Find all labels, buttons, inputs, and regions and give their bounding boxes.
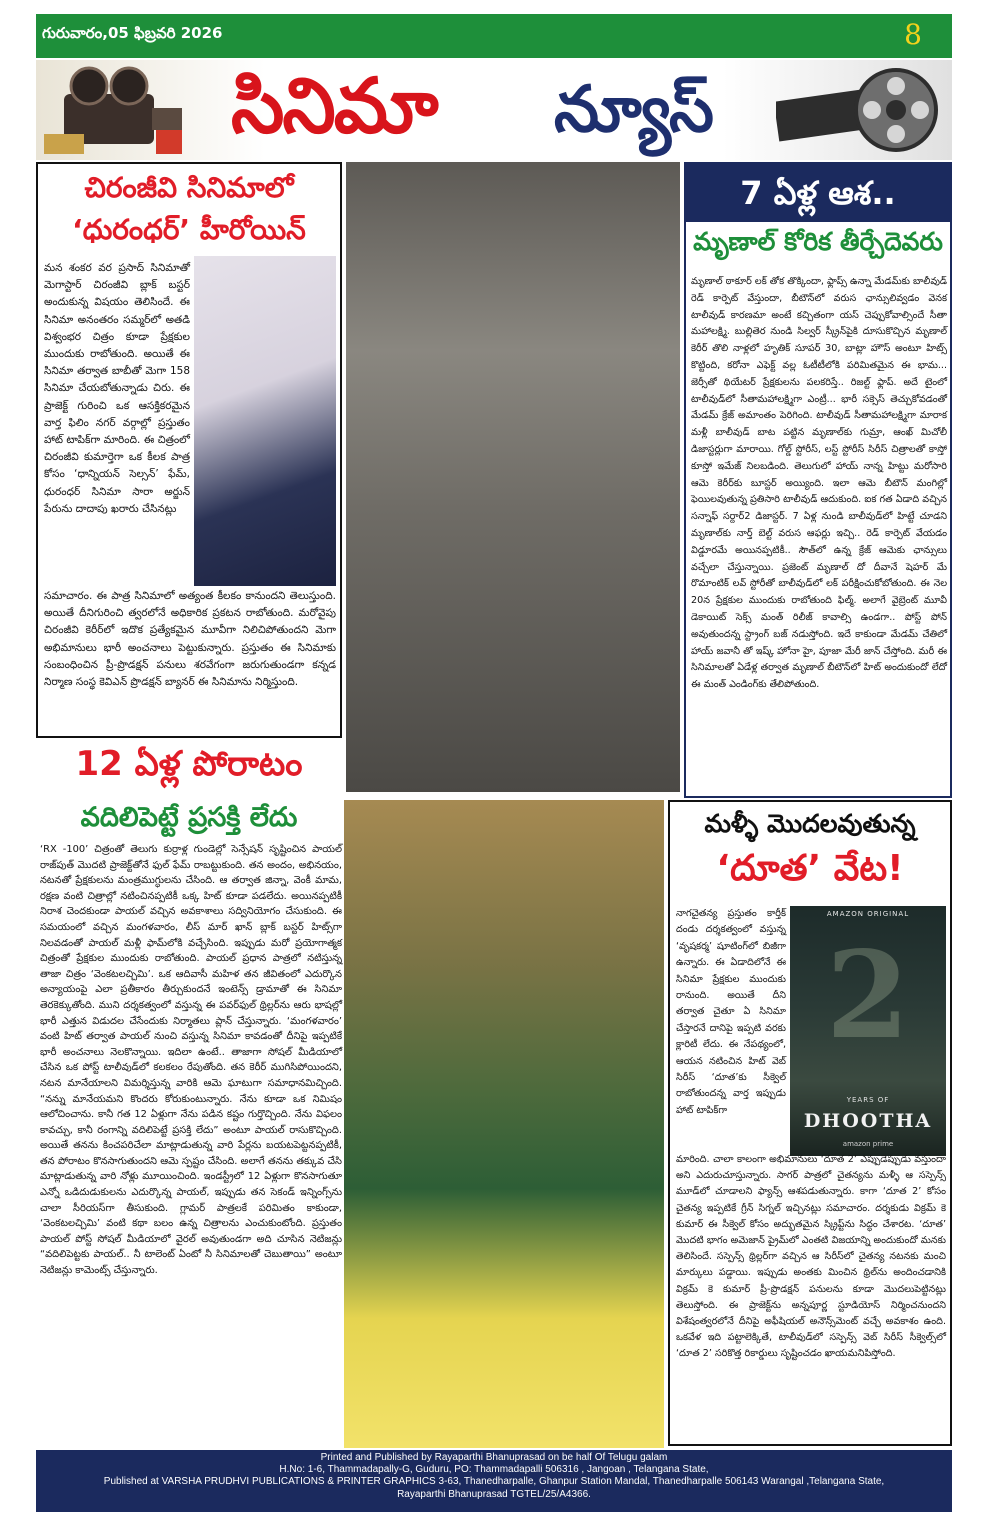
story-chiranjeevi — [36, 162, 342, 738]
mrunal-photo — [346, 162, 680, 792]
story1-headline-line2: ‘ధురంధర్’ హీరోయిన్ — [72, 213, 306, 246]
poster-title: DHOOTHA — [803, 1110, 933, 1132]
dhootha-poster — [790, 906, 946, 1156]
story-dhootha — [668, 800, 952, 1446]
story3-body: ‘RX -100’ చిత్రంతో తెలుగు కుర్రాళ్ల గుండెల్లో సెన్సేషన్ సృష్టించిన పాయల్ రాజ్‌పుత్ మొదటి ప్రాజెక్ట్‌తోనే ఫుల్ ఫేమ్ రాబట్టుకుంది. తన అందం, అభినయం, నటనతో ప్రేక్షకులను మంత్రముగ్ధులను చేసింది. ఆ తర్వాత జిన్నా, వెంకీ మామ, రక్షణ వంటి చిత్రాల్లో నటించినప్పటికీ ఒక్క హిట్ కూడా పడలేదు. అయినప్పటికీ నిరాశ చెందకుండా పాయల్ వచ్చిన అవకాశాలు సద్వినియోగం చేసుకుంది. ఈ సమయంలో వచ్చిన మంగళవారం, లీస్ మార్ ఖాన్ బ్లాక్ బస్టర్ హిట్స్‌గా నిలవడంతో పాయల్ మళ్లీ ఫామ్‌లోకి వచ్చేసింది. ఇప్పుడు మరో ప్రయోగాత్మక చిత్రంతో ప్రేక్షకుల ముందుకు రాబోతుంది. పాయల్ ప్రధాన పాత్రలో నటిస్తున్న తాజా చిత్రం ‘వెంకటలచ్చిమి’. ఒక ఆదివాసీ మహిళ తన జీవితంలో ఎదుర్కొన అన్యాయంపై ఎలా ప్రతీకారం తీర్చుకుందనే ఇంటెన్స్ డ్రామాతో ఈ సినిమా తెరకెక్కుతోంది. ముని దర్శకత్వంలో వస్తున్న ఈ పవర్‌ఫుల్ థ్రిల్లర్‌ను ఆరు భాషల్లో భారీ ఎత్తున విడుదల చేసేందుకు నిర్మాతలు ప్లాన్ చేస్తున్నారు. ‘మంగళవారం’ వంటి హిట్ తర్వాత పాయల్ నుంచి వస్తున్న సినిమా కావడంతో దీనిపై ఇప్పటికే భారీ అంచనాలు నెలకొన్నాయి. ఇదిలా ఉంటే.. తాజాగా సోషల్ మీడియాలో చేసిన ఒక పోస్ట్ టాలీవుడ్‌లో కలకలం రేపుతోంది. తన కెరీర్ ముగిసిపోయిందని, నటన మానేయాలని విమర్శిస్తున్న వారికి ఆమె ఘాటుగా సమాధానమిచ్చింది. “నన్ను మానేయమని కొందరు కోరుకుంటున్నారు. నేను కూడా ఒక నిమిషం ఆలోచించాను. కానీ గత 12 ఏళ్లుగా నేను పడిన కష్టం గుర్తొచ్చింది. నేను విఫలం కావచ్చు, కానీ రంగాన్ని వదిలిపెట్టే ప్రసక్తి లేదు” అంటూ పాయల్ రాసుకొచ్చింది. అయితే తనను కించపరిచేలా మాట్లాడుతున్న వారి పేర్లను బయటపెట్టనప్పటికీ, తన పోరాటం కొనసాగుతుందని ఆమె స్పష్టం చేసింది. అలాగే తనను తక్కువ చేసి మాట్లాడుతున్న వారి నోళ్లు మూయించింది. ఇండస్ట్రీలో 12 ఏళ్లుగా కొనసాగుతూ ఎన్నో ఒడిదుడుకులను ఎదుర్కొన్న పాయల్, ఇప్పుడు తన సెకండ్ ఇన్నింగ్స్‌ను చాలా సీరియస్‌గా తీసుకుంది. గ్లామర్ పాత్రలకే పరిమితం కాకుండా, ‘వెంకటలచ్చిమి’ వంటి కథా బలం ఉన్న చిత్రాలను ఎంచుకుంటోంది. ప్రస్తుతం పాయల్ పోస్ట్ సోషల్ మీడియాలో వైరల్ అవుతుండగా అది చూసిన నెటిజన్లు “వదిలిపెట్టకు పాయల్.. నీ టాలెంట్ ఏంటో నీ సినిమాలతో చెబుతాయి” అంటూ నెటిజన్లు కామెంట్స్ చేస్తున్నారు. — [40, 844, 342, 1277]
payal-photo — [344, 800, 664, 1448]
imprint-line2: H.No: 1-6, Thammadapally-G, Guduru, PO: Thammadapalli 506316 , Jangoan , Telangana State, — [279, 1464, 709, 1476]
top-bar — [36, 14, 952, 58]
film-camera-icon — [44, 64, 194, 156]
story1-headline-line1: చిరంజీవి సినిమాలో — [84, 171, 294, 204]
story4-headline-line2: ‘దూత’ వేట! — [716, 848, 904, 889]
story2-headline-line2: మృణాల్ కోరిక తీర్చేదెవరు — [693, 227, 943, 256]
actress-photo — [194, 256, 336, 586]
story4-headline-line1: మళ్ళీ మొదలవుతున్న — [704, 809, 916, 838]
imprint-line4: Rayaparthi Bhanuprasad TGTEL/25/A4366. — [397, 1488, 591, 1500]
poster-top-label: AMAZON ORIGINAL — [826, 910, 910, 918]
poster-two-mark: 2 — [826, 925, 910, 1066]
issue-date: గురువారం,05 ఫిబ్రవరి 2026 — [42, 24, 223, 42]
story-mrunal — [684, 162, 952, 798]
film-reel-icon — [776, 64, 946, 156]
masthead-title: సినిమా — [231, 61, 437, 150]
masthead-subtitle: న్యూస్ — [554, 73, 712, 147]
masthead — [36, 60, 952, 160]
story1-body-part1: మన శంకర వర ప్రసాద్ సినిమాతో మెగాస్టార్ చిరంజీవి బ్లాక్ బస్టర్ అందుకున్న విషయం తెలిసిందే. ఈ సినిమా అనంతరం సమ్మర్‌లో అతడి విశ్వంభర చిత్రం కూడా ప్రేక్షకుల ముందుకు రాబోతుంది. అయితే ఈ సినిమా తర్వాత బాబీతో మెగా 158 సినిమా చేయబోతున్నాడు చిరు. ఈ ప్రాజెక్ట్ గురించి ఒక ఆసక్తికరమైన వార్త ఫిలిం నగర్ వర్గాల్లో ప్రస్తుతం హాట్ టాపిక్‌గా మారింది. ఈ చిత్రంలో చిరంజీవి కుమార్తెగా ఒక కీలక పాత్ర కోసం ‘ధాన్నియన్ సెల్సన్’ ఫేమ్, ధురంధర్ సినిమా సారా అర్జున్ పేరును దాదాపు ఖరారు చేసినట్లు — [44, 262, 190, 515]
story4-body-part1: నాగచైతన్య ప్రస్తుతం కార్తీక్ దండు దర్శకత్వంలో వస్తున్న ‘వృషకర్మ’ షూటింగ్‌లో బిజీగా ఉన్నారు. ఈ ఏడాదిలోనే ఈ సినిమా ప్రేక్షకుల ముందుకు రానుంది. అయితే దీని తర్వాత చైతూ ఏ సినిమా చేస్తారనే దానిపై ఇప్పటి వరకు క్లారిటీ లేదు. ఈ నేపథ్యంలో, ఆయన నటించిన హిట్ వెబ్ సిరీస్ ‘దూత’కు సీక్వెల్ రాబోతుందన్న వార్త ఇప్పుడు హాట్ టాపిక్‌గా — [676, 908, 786, 1116]
imprint-line1: Printed and Published by Rayaparthi Bhanuprasad on be half Of Telugu galam — [320, 1452, 668, 1463]
story2-body: మృణాల్ ఠాకూర్ లక్ తోక తొక్కిందా, ఫ్లాప్స్ ఉన్నా మేడమ్‌కు బాలీవుడ్ రెడ్ కార్పెట్ వేస్తుందా, బీటౌన్‌లో వరుస ఛాన్సులివ్వడం వెనక టాలీవుడ్ కారణమా అంటే కచ్చితంగా యస్ చెప్పుకోవాల్సిందే సీతా మహాలక్ష్మి. బుల్లితెర నుండి సిల్వర్ స్క్రీన్‌పైకి దూసుకొచ్చిన మృణాల్ కెరీర్ తొలి నాళ్లలో హృతిక్ సూపర్ 30, బాట్లా హౌస్ అంటూ హిట్స్ కొట్టింది, కరోనా ఎఫెక్ట్ వల్ల ఓటీటీలోకి పరిమితమైన ఈ భామ... జెర్సీతో థియేటర్ ప్రేక్షకులను పలకరిస్తే.. రిజల్ట్ ఫ్లాప్. అదే టైంలో టాలీవుడ్‌లో సీతామహాలక్ష్మిగా ఎంట్రీ... భారీ సక్సెస్ తెచ్చుకోవడంతో మేడమ్ క్రేజ్ అమాంతం పెరిగింది. టాలీవుడ్ సీతామహాలక్ష్మిగా మారాక మళ్లీ బాలీవుడ్ బాట పట్టిన మృణాల్‌కు గుమ్రా, ఆంఖ్ మిచోలీ డిజాస్టర్లుగా మారాయి. గోల్డ్ స్టోరీస్, లస్ట్ స్టోరీస్ సిరీస్ చిత్రాలతో కాస్తో కూస్తో ఇమేజ్ నిలబడింది. తెలుగులో హాయ్ నాన్న హిట్టు మరోసారి ఆమె కెరీర్‌కు బూస్టర్ అయ్యింది. ఇలా ఆమె బీటౌన్ మంగిల్లో ఫెయిలవుతున్న ప్రతిసారి టాలీవుడ్ ఆదుకుంది. ఐక గత ఏడాది వచ్చిన సన్నాఫ్ సర్దార్2 డిజాస్టర్. 7 ఏళ్ల నుండి బాలీవుడ్‌లో హిట్టే చూడని మృణాల్‌కు నార్త్ బెల్ట్ వరుస ఆఫర్లు ఇచ్చి.. రెడ్ కార్పెట్ వేయడం విడ్డూరమే అయినప్పటికీ.. సౌత్‌లో ఉన్న క్రేజ్ ఆమెకు ఛాన్సులు వచ్చేలా చేస్తున్నాయి. ప్రజెంట్ మృణాల్ దో దీవానే షెహర్ మే రొమాంటిక్ లవ్ స్టోరీతో బాలీవుడ్‌లో లక్ పరీక్షించుకోబోతుంది. ఈ నెల 20న ప్రేక్షకుల ముందుకు రాబోతుంది ఫిల్మ్. అలాగే వైబ్రెంట్ మూవీ డెకాయిట్ సెక్స్ మంత్ రిలీజ్ కావాల్సి ఉండగా.. పోస్ట్ పోన్ అవుతుందన్న స్ట్రాంగ్ బజ్ నడుస్తోంది. ఇదే కాకుండా మేడమ్ చేతిలో హాయ్ జవానీ తో ఇష్క్ హోనా హై, పూజా మేరీ జాన్ చేస్తోంది. మరీ ఈ సినిమాలతో ఏడేళ్ల తర్వాత మృణాల్ బీటౌన్‌లో హిట్ అందుకుందో లేదో ఈ మంత్ ఎండింగ్‌కు తేలిపోతుంది. — [691, 276, 947, 691]
poster-years-label: YEARS OF — [846, 1096, 890, 1104]
story4-body-part2: మారింది. చాలా కాలంగా అభిమానులు ‘దూత 2’ ఎప్పుడెప్పుడు వస్తుందా అని ఎదురుచూస్తున్నారు. సాగర్ పాత్రలో చైతన్యను మళ్ళీ ఆ సస్పెన్స్ మూడ్‌లో చూడాలని ఫ్యాన్స్ ఆశపడుతున్నారు. కాగా ‘దూత 2’ కోసం చైతన్య ఇప్పటికే గ్రీన్ సిగ్నల్ ఇచ్చినట్లు సమాచారం. దర్శకుడు విక్రమ్ కె కుమార్ ఈ సీక్వెల్ కోసం అద్భుతమైన స్క్రిప్ట్‌ను సిద్ధం చేశారట. ‘దూత’ మొదటి భాగం అమెజాన్ ప్రైమ్‌లో ఎంతటి విజయాన్ని అందుకుందో మనకు తెలిసిందే. సస్పెన్స్ థ్రిల్లర్‌గా వచ్చిన ఆ సిరీస్‌లో చైతన్య నటనకు మంచి మార్కులు పడ్డాయి. ఇప్పుడు అంతకు మించిన థ్రిల్‌ను అందించడానికి విక్రమ్ కె కుమార్ ప్రీ-ప్రొడక్షన్ పనులను కూడా మొదలుపెట్టినట్లు తెలుస్తోంది. ఈ ప్రాజెక్ట్‌ను అన్నపూర్ణ స్టూడియోస్ నిర్మించనుందని విశేషంత్వరలోనే దీనిపై అఫీషియల్ అనౌన్స్‌మెంట్ వచ్చే అవకాశం ఉంది. ఒకవేళ ఇది పట్టాలెక్కితే, టాలీవుడ్‌లో సస్పెన్స్ వెబ్ సిరీస్ సీక్వెల్స్‌లో ‘దూత 2’ సరికొత్త రికార్డులు సృష్టించడం ఖాయమనిపిస్తోంది. — [676, 1154, 946, 1360]
page-number: 8 — [904, 18, 922, 51]
story3-headline-line2: వదిలిపెట్టే ప్రసక్తి లేదు — [80, 802, 298, 833]
poster-bottom-label: amazon prime — [842, 1140, 894, 1148]
story2-headline-line1: 7 ఏళ్ల ఆశ.. — [686, 164, 950, 222]
imprint-line3: Published at VARSHA PRUDHVI PUBLICATIONS & PRINTER GRAPHICS 3-63, Thanedharpalle, Ghanpur Station Mandal, Thanedharpalle 506143 Warangal ,Telangana State, — [103, 1476, 885, 1488]
imprint-footer — [36, 1450, 952, 1512]
story3-headline-line1: 12 ఏళ్ల పోరాటం — [75, 744, 303, 784]
story1-body-part2: సమాచారం. ఈ పాత్ర సినిమాలో అత్యంత కీలకం కానుందని తెలుస్తుంది. అయితే దీనిగురించి త్వరలోనే అధికారిక ప్రకటన రాబోతుంది. మరోవైపు చిరంజీవి కెరీర్‌లో ఇదొక ప్రత్యేకమైన మూవీగా నిలిచిపోతుందని మెగా అభిమానులు భారీ అంచనాలు పెట్టుకున్నారు. ప్రస్తుతం ఈ సినిమాకు సంబంధించిన ప్రీ-ప్రొడక్షన్ పనులు శరవేగంగా జరుగుతుండగా కన్నడ నిర్మాణ సంస్థ కెవిఎన్ ప్రొడక్షన్ బ్యానర్ ఈ సినిమాను నిర్మిస్తుంది. — [44, 590, 336, 689]
